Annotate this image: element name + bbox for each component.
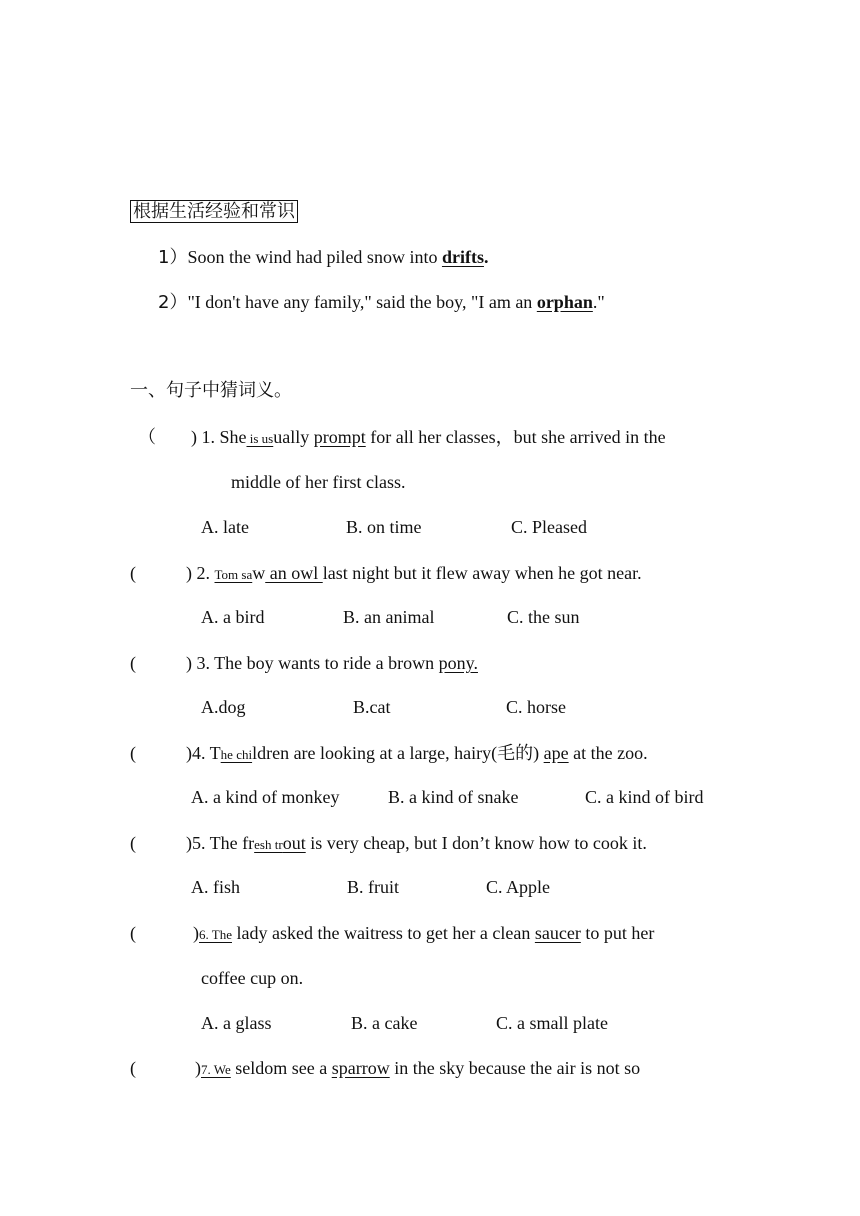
- option-c: C. a small plate: [496, 1013, 608, 1033]
- option-b: B. fruit: [347, 877, 399, 897]
- question-text: )5. The fresh trout is very cheap, but I don’t know how to cook it.: [186, 833, 647, 853]
- option-a: A. late: [201, 517, 249, 537]
- option-a: A. a kind of monkey: [191, 787, 340, 807]
- question-text: ) 3. The boy wants to ride a brown pony.: [186, 653, 478, 673]
- option-a: A.dog: [201, 697, 246, 717]
- answer-paren-open: (: [130, 923, 136, 943]
- option-c: C. a kind of bird: [585, 787, 704, 807]
- option-c: C. Apple: [486, 877, 551, 897]
- option-b: B. an animal: [343, 607, 435, 627]
- question-text: ) 1. She is usually prompt for all her classes，but she arrived in the: [191, 427, 666, 447]
- question-text: )6. The lady asked the waitress to get her a clean saucer to put her: [193, 923, 655, 943]
- answer-paren-open: (: [130, 743, 136, 763]
- option-a: A. a bird: [201, 607, 265, 627]
- question-text: )4. The children are looking at a large, hairy(毛的) ape at the zoo.: [186, 743, 648, 763]
- answer-paren-open: (: [130, 833, 136, 853]
- section-title: 一、句子中猜词义。: [130, 380, 292, 401]
- option-a: A. fish: [191, 877, 240, 897]
- answer-paren-open: （: [138, 427, 156, 448]
- option-b: B. on time: [346, 517, 422, 537]
- answer-paren-open: (: [130, 1058, 136, 1078]
- option-c: C. the sun: [507, 607, 580, 627]
- option-b: B. a kind of snake: [388, 787, 519, 807]
- example-1: 1）Soon the wind had piled snow into drifts.: [158, 247, 489, 268]
- option-b: B.cat: [353, 697, 391, 717]
- example-2: 2）"I don't have any family," said the boy, "I am an orphan.": [158, 292, 605, 313]
- question-text: )7. We seldom see a sparrow in the sky because the air is not so: [195, 1058, 641, 1078]
- option-c: C. horse: [506, 697, 566, 717]
- option-b: B. a cake: [351, 1013, 418, 1033]
- header-title: 根据生活经验和常识: [130, 201, 298, 223]
- option-c: C. Pleased: [511, 517, 587, 537]
- question-continuation: coffee cup on.: [201, 968, 304, 988]
- question-text: ) 2. Tom saw an owl last night but it flew away when he got near.: [186, 563, 642, 583]
- answer-paren-open: (: [130, 563, 136, 583]
- question-continuation: middle of her first class.: [231, 472, 406, 492]
- option-a: A. a glass: [201, 1013, 272, 1033]
- answer-paren-open: (: [130, 653, 136, 673]
